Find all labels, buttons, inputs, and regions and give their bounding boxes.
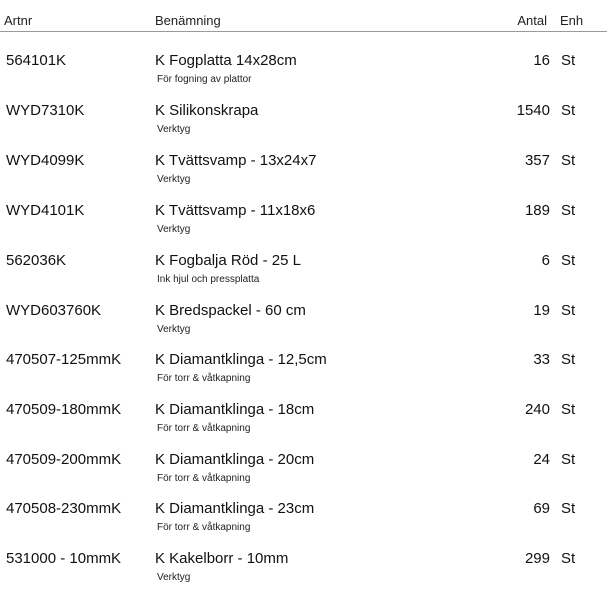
table-header — [0, 0, 607, 32]
article-number: 470509-180mmK — [6, 401, 122, 418]
table-row — [0, 252, 607, 302]
article-unit: St — [561, 252, 576, 269]
article-name: K Diamantklinga - 18cm — [155, 401, 315, 418]
article-name: K Diamantklinga - 23cm — [155, 500, 315, 517]
article-name: K Fogbalja Röd - 25 L — [155, 252, 301, 269]
article-name: K Diamantklinga - 12,5cm — [155, 351, 327, 368]
header-enh: Enh — [560, 13, 584, 28]
article-unit: St — [561, 152, 576, 169]
table-row — [0, 52, 607, 102]
article-unit: St — [561, 302, 576, 319]
article-name: K Kakelborr - 10mm — [155, 550, 289, 567]
article-description: Verktyg — [157, 174, 191, 185]
article-name: K Tvättsvamp - 11x18x6 — [155, 202, 316, 219]
article-name: K Fogplatta 14x28cm — [155, 52, 297, 69]
article-number: 470507-125mmK — [6, 351, 122, 368]
table-row — [0, 202, 607, 252]
article-number: WYD4099K — [6, 152, 85, 169]
article-description: För torr & våtkapning — [157, 473, 251, 484]
article-quantity: 357 — [524, 152, 550, 169]
table-row — [0, 451, 607, 501]
article-number: 564101K — [6, 52, 67, 69]
article-number: 531000 - 10mmK — [6, 550, 122, 567]
table-row — [0, 500, 607, 550]
article-quantity: 24 — [533, 451, 550, 468]
table-row — [0, 152, 607, 202]
article-number: 470509-200mmK — [6, 451, 122, 468]
article-quantity: 16 — [533, 52, 550, 69]
article-description: Verktyg — [157, 124, 191, 135]
article-unit: St — [561, 500, 576, 517]
table-row — [0, 302, 607, 352]
article-quantity: 189 — [524, 202, 550, 219]
article-quantity: 69 — [533, 500, 550, 517]
article-unit: St — [561, 351, 576, 368]
article-unit: St — [561, 550, 576, 567]
article-quantity: 1540 — [516, 102, 550, 119]
header-artnr: Artnr — [4, 13, 33, 28]
article-name: K Bredspackel - 60 cm — [155, 302, 306, 319]
table-row — [0, 401, 607, 451]
article-number: WYD7310K — [6, 102, 85, 119]
article-number: 470508-230mmK — [6, 500, 122, 517]
article-quantity: 33 — [533, 351, 550, 368]
article-description: Verktyg — [157, 572, 191, 583]
article-quantity: 19 — [533, 302, 550, 319]
article-description: För torr & våtkapning — [157, 522, 251, 533]
article-number: WYD4101K — [6, 202, 85, 219]
table-row — [0, 351, 607, 401]
article-name: K Diamantklinga - 20cm — [155, 451, 315, 468]
article-unit: St — [561, 451, 576, 468]
article-number: WYD603760K — [6, 302, 102, 319]
header-benamning: Benämning — [155, 13, 221, 28]
article-description: För fogning av plattor — [157, 74, 252, 85]
article-description: Verktyg — [157, 224, 191, 235]
article-description: Ink hjul och pressplatta — [157, 274, 260, 285]
article-name: K Silikonskrapa — [155, 102, 259, 119]
article-description: För torr & våtkapning — [157, 423, 251, 434]
header-antal: Antal — [517, 13, 547, 28]
table-row — [0, 102, 607, 152]
table-row — [0, 550, 607, 600]
article-description: Verktyg — [157, 324, 191, 335]
article-unit: St — [561, 401, 576, 418]
article-unit: St — [561, 52, 576, 69]
article-number: 562036K — [6, 252, 67, 269]
article-quantity: 299 — [524, 550, 550, 567]
article-unit: St — [561, 202, 576, 219]
article-name: K Tvättsvamp - 13x24x7 — [155, 152, 317, 169]
article-quantity: 240 — [524, 401, 550, 418]
article-quantity: 6 — [541, 252, 550, 269]
article-description: För torr & våtkapning — [157, 373, 251, 384]
article-unit: St — [561, 102, 576, 119]
